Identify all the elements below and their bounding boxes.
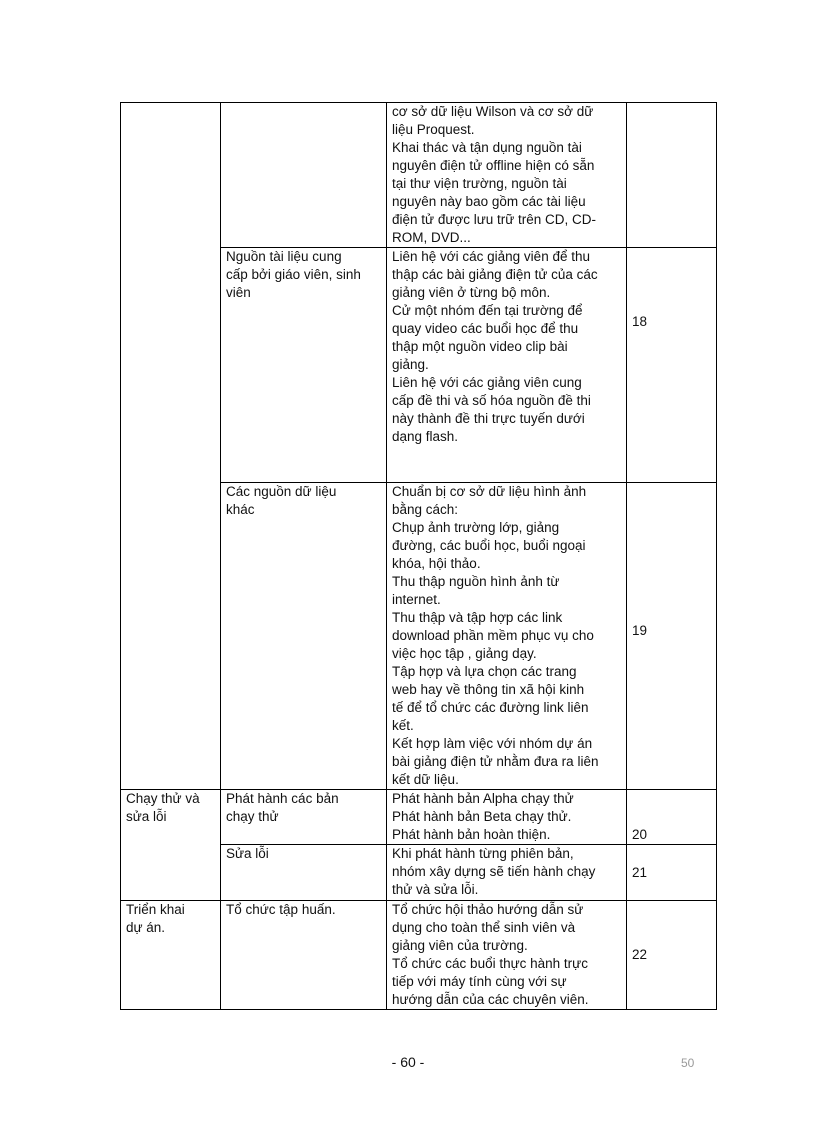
activity-line: cấp đề thi và số hóa nguồn đề thi [392, 393, 591, 408]
source-line: Phát hành các bản [226, 791, 339, 806]
activity-line: Phát hành bản Alpha chạy thử [392, 791, 574, 806]
activity-line: Thu thập và tập hợp các link [392, 610, 563, 625]
activity-line: thập một nguồn video clip bài [392, 339, 568, 354]
phase-line: Chạy thử và [126, 791, 200, 806]
activity-line: web hay về thông tin xã hội kinh [392, 682, 585, 697]
activity-line: cơ sở dữ liệu Wilson và cơ sở dữ [392, 104, 594, 119]
source-line: Nguồn tài liệu cung [226, 249, 342, 264]
activity-line: giảng viên của trường. [392, 938, 528, 953]
activity-line: Liên hệ với các giảng viên cung [392, 375, 582, 390]
activity-line: nhóm xây dựng sẽ tiến hành chạy [392, 864, 596, 879]
activity-line: Kết hợp làm việc với nhóm dự án [392, 736, 593, 751]
activities-cell [387, 103, 627, 248]
activity-line: Chuẩn bị cơ sở dữ liệu hình ảnh [392, 484, 587, 499]
number-cell [627, 103, 717, 248]
activity-line: nguyên điện tử offline hiện có sẵn [392, 158, 595, 173]
activity-line: dụng cho toàn thể sinh viên và [392, 920, 576, 935]
activity-line: kết. [392, 718, 414, 733]
source-cell [221, 103, 387, 248]
activities-cell [387, 483, 627, 790]
activity-line: quay video các buổi học để thu [392, 321, 579, 336]
activity-line: giảng. [392, 357, 429, 372]
activity-line: khóa, hội thảo. [392, 556, 481, 571]
activity-line: điện tử được lưu trữ trên CD, CD- [392, 212, 597, 227]
number-cell [627, 248, 717, 483]
activity-line: việc học tập , giảng dạy. [392, 646, 537, 661]
activity-line: kết dữ liệu. [392, 772, 459, 787]
phase-cell [121, 901, 221, 1010]
activity-line: liệu Proquest. [392, 122, 475, 137]
activity-line: Phát hành bản hoàn thiện. [392, 827, 551, 842]
step-number: 20 [632, 827, 648, 842]
source-line: chạy thử [226, 809, 279, 824]
source-line: Sửa lỗi [226, 846, 269, 861]
activity-line: Chụp ảnh trường lớp, giảng [392, 520, 560, 535]
source-line: Tổ chức tập huấn. [226, 902, 336, 917]
activity-line: thập các bài giảng điện tử của các [392, 267, 598, 282]
source-cell [221, 790, 387, 845]
activity-line: hướng dẫn của các chuyên viên. [392, 992, 589, 1007]
number-cell [627, 901, 717, 1010]
phase-line: Triển khai [126, 902, 185, 917]
activity-line: Cử một nhóm đến tại trường để [392, 303, 583, 318]
activities-cell [387, 248, 627, 483]
activity-line: dạng flash. [392, 429, 459, 444]
table-row [121, 103, 717, 248]
phase-line: dự án. [126, 920, 166, 935]
step-number: 18 [632, 314, 648, 329]
phase-cell [121, 790, 221, 901]
number-cell [627, 790, 717, 845]
activity-line: Tổ chức hội thảo hướng dẫn sử [392, 902, 584, 917]
activity-line: nguyên này bao gồm các tài liệu [392, 194, 586, 209]
activities-cell [387, 790, 627, 845]
step-number: 22 [632, 947, 648, 962]
number-cell [627, 845, 717, 901]
activity-line: đường, các buổi học, buổi ngoại [392, 538, 586, 553]
source-cell [221, 483, 387, 790]
source-line: khác [226, 502, 255, 517]
activity-line: Phát hành bản Beta chạy thử. [392, 809, 572, 824]
activities-cell [387, 901, 627, 1010]
activity-line: Tổ chức các buổi thực hành trực [392, 956, 588, 971]
activity-line: bài giảng điện tử nhằm đưa ra liên [392, 754, 599, 769]
activity-line: internet. [392, 592, 441, 607]
activity-line: download phần mềm phục vụ cho [392, 628, 594, 643]
phase-line: sửa lỗi [126, 809, 167, 824]
activity-line: tiếp với máy tính cùng với sự [392, 974, 567, 989]
source-cell [221, 845, 387, 901]
activity-line: Tập hợp và lựa chọn các trang [392, 664, 577, 679]
activity-line: ROM, DVD... [392, 230, 471, 245]
source-cell [221, 248, 387, 483]
source-line: cấp bởi giáo viên, sinh [226, 267, 361, 282]
step-number: 21 [632, 864, 648, 880]
activity-line: này thành đề thi trực tuyến dưới [392, 411, 585, 426]
activity-line: giảng viên ở từng bộ môn. [392, 285, 551, 300]
activity-line: tại thư viện trường, nguồn tài [392, 176, 567, 191]
source-line: viên [226, 285, 251, 300]
page-number: - 60 - [391, 1054, 425, 1070]
activity-line: Khi phát hành từng phiên bản, [392, 846, 574, 861]
source-cell [221, 901, 387, 1010]
step-number: 19 [632, 623, 648, 638]
table-row [121, 790, 717, 845]
activity-line: thử và sửa lỗi. [392, 882, 479, 897]
activity-line: Khai thác và tận dụng nguồn tài [392, 140, 582, 155]
phase-cell [121, 103, 221, 790]
source-line: Các nguồn dữ liệu [226, 484, 337, 499]
number-cell [627, 483, 717, 790]
activities-cell [387, 845, 627, 901]
activity-line: bằng cách: [392, 502, 459, 517]
activity-line: tế để tổ chức các đường link liên [392, 700, 589, 715]
page-marker: 50 [681, 1056, 695, 1070]
table-row [121, 901, 717, 1010]
task-table [120, 102, 717, 1010]
activity-line: Liên hệ với các giảng viên để thu [392, 249, 590, 264]
activity-line: Thu thập nguồn hình ảnh từ [392, 574, 560, 589]
